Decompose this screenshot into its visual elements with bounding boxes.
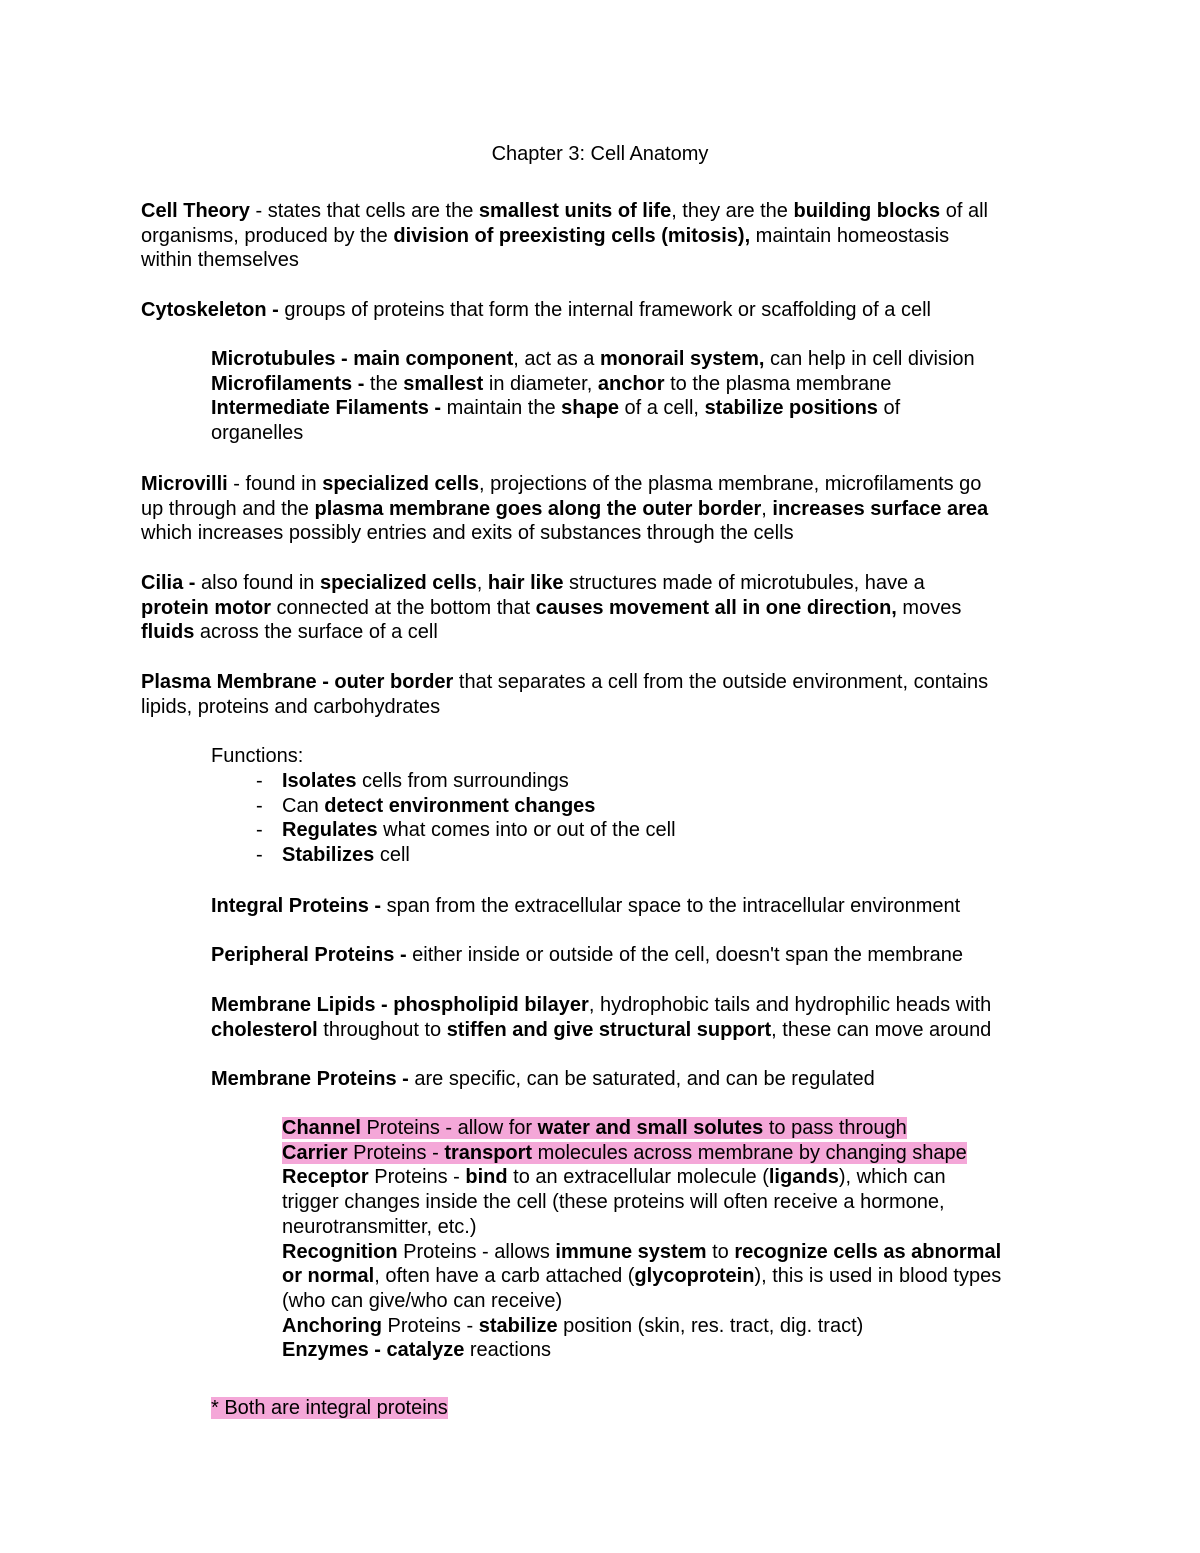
highlight: [282, 1117, 907, 1139]
text: cell: [374, 844, 410, 867]
text: ,: [761, 497, 773, 520]
intermediate-term: Intermediate Filaments -: [211, 397, 447, 420]
text: reactions: [464, 1339, 552, 1362]
bold-text: specialized cells: [322, 473, 479, 495]
bold-text: stiffen and give structural support: [446, 1018, 772, 1041]
peripheral-line: [211, 943, 1071, 968]
list-item: [211, 818, 676, 843]
bold-text: outer border: [334, 671, 454, 693]
text: Proteins - allow for: [360, 1117, 538, 1139]
microvilli-line-2: [141, 497, 1071, 522]
recognition-line-3: (who can give/who can receive): [282, 1289, 563, 1312]
enzymes-line: [282, 1338, 1072, 1363]
text: ), this is used in blood types: [754, 1265, 1002, 1288]
bold-text: fluids: [141, 621, 195, 644]
microvilli-paragraph: [141, 472, 1071, 546]
text: , act as a: [513, 348, 600, 370]
text: ), which can: [838, 1166, 946, 1189]
plasma-line-1: [141, 670, 1071, 695]
bold-text: plasma membrane goes along the outer border: [314, 497, 762, 520]
bold-text: causes movement all in one direction,: [535, 596, 897, 619]
text: of: [877, 397, 901, 420]
plasma-line-2: lipids, proteins and carbohydrates: [141, 695, 441, 718]
bold-text: Stabilizes: [282, 844, 375, 867]
text: molecules across membrane by changing shape: [532, 1141, 967, 1164]
bold-text: stabilize: [478, 1314, 558, 1337]
recognition-line-1: [282, 1240, 1072, 1265]
microvilli-line-1: [141, 472, 1071, 497]
text: Proteins -: [347, 1141, 445, 1164]
lipids-line-2: [211, 1018, 1071, 1043]
bold-text: division of preexisting cells (mitosis),: [393, 224, 751, 247]
recognition-line-2: [282, 1264, 1072, 1289]
bold-text: anchor: [597, 372, 665, 395]
text: up through and the: [141, 497, 315, 520]
cytoskeleton-line: [141, 298, 1071, 323]
text: maintain homeostasis: [750, 224, 950, 247]
bold-text: ligands: [768, 1166, 839, 1189]
bold-text: Carrier: [282, 1141, 348, 1164]
cilia-term: Cilia -: [141, 572, 202, 594]
dash-bullet: -: [256, 844, 263, 867]
text: cells from surroundings: [356, 770, 569, 792]
membrane-proteins-paragraph: [211, 1067, 1071, 1092]
highlight: [282, 1142, 967, 1164]
bold-text: detect environment changes: [324, 794, 596, 817]
lipids-line-1: [211, 993, 1071, 1018]
text: Can: [282, 794, 325, 817]
text: , projections of the plasma membrane, microfilaments go: [478, 473, 982, 495]
bold-text: main component: [353, 348, 514, 370]
text: either inside or outside of the cell, doesn't span the membrane: [412, 944, 963, 966]
text: organisms, produced by the: [141, 224, 394, 247]
integral-line: [211, 894, 1071, 919]
cilia-line-3: [141, 620, 1071, 645]
bold-text: smallest units of life: [478, 200, 672, 222]
text: , these can move around: [771, 1018, 992, 1041]
bold-text: increases surface area: [772, 497, 989, 520]
text: Proteins -: [368, 1166, 466, 1189]
bold-text: Receptor: [282, 1166, 369, 1189]
bold-text: cholesterol: [211, 1018, 318, 1041]
cell-theory-line-3: within themselves: [141, 249, 299, 272]
bold-text: shape: [561, 397, 619, 420]
text: ,: [476, 572, 488, 594]
integral-term: Integral Proteins -: [211, 895, 387, 917]
text: to an extracellular molecule (: [507, 1166, 769, 1189]
carrier-line: [282, 1141, 1072, 1166]
text: , they are the: [671, 200, 794, 222]
bold-text: transport: [444, 1141, 533, 1164]
bold-text: specialized cells: [320, 572, 477, 594]
text: to: [706, 1240, 735, 1263]
cell-theory-paragraph: [141, 199, 1071, 273]
dash-bullet: -: [256, 819, 263, 842]
list-item: [211, 769, 676, 794]
bold-text: Regulates: [282, 819, 378, 842]
text: also found in: [201, 572, 320, 594]
bold-text: monorail system,: [599, 348, 765, 370]
bold-text: hair like: [487, 572, 564, 594]
bold-text: stabilize positions: [704, 397, 878, 420]
cell-theory-line-2: [141, 224, 1071, 249]
text: are specific, can be saturated, and can be regulated: [414, 1068, 875, 1090]
text: structures made of microtubules, have a: [563, 572, 925, 594]
bold-text: or normal: [282, 1265, 375, 1288]
text: - states that cells are the: [249, 200, 479, 222]
peripheral-proteins-paragraph: [211, 943, 1071, 968]
channel-line: [282, 1116, 1072, 1141]
text: the: [369, 372, 404, 395]
dash-bullet: -: [256, 770, 263, 792]
bold-text: protein motor: [141, 596, 271, 619]
bold-text: Isolates: [282, 770, 357, 792]
bold-text: glycoprotein: [634, 1265, 755, 1288]
intermediate-line-2: organelles: [211, 422, 304, 445]
text: position (skin, res. tract, dig. tract): [557, 1314, 864, 1337]
highlighted-note: * Both are integral proteins: [211, 1397, 448, 1419]
proteins-line: [211, 1067, 1071, 1092]
text: maintain the: [446, 397, 562, 420]
protein-types: [282, 1116, 1072, 1363]
note-paragraph: [211, 1396, 1071, 1421]
list-item: [211, 843, 676, 868]
integral-proteins-paragraph: [211, 894, 1071, 919]
peripheral-term: Peripheral Proteins -: [211, 944, 413, 966]
proteins-term: Membrane Proteins -: [211, 1068, 415, 1090]
bold-text: Channel: [282, 1117, 361, 1139]
bold-text: phospholipid bilayer: [393, 994, 589, 1016]
bold-text: Recognition: [282, 1240, 398, 1263]
functions-list: [211, 769, 676, 868]
text: of all: [940, 200, 988, 222]
bold-text: water and small solutes: [537, 1117, 764, 1139]
text: of a cell,: [618, 397, 705, 420]
cell-theory-term: Cell Theory: [141, 200, 250, 222]
text: across the surface of a cell: [194, 621, 438, 644]
cytoskeleton-components: [211, 347, 1071, 446]
page-title: Chapter 3: Cell Anatomy: [491, 143, 709, 165]
microfilaments-term: Microfilaments -: [211, 372, 370, 395]
cilia-line-1: [141, 571, 1071, 596]
cilia-paragraph: [141, 571, 1071, 645]
text: that separates a cell from the outside environment, contains: [453, 671, 989, 693]
text: - found in: [227, 473, 323, 495]
bold-text: smallest: [403, 372, 484, 395]
plasma-membrane-paragraph: [141, 670, 1071, 719]
text: what comes into or out of the cell: [377, 819, 676, 842]
lipids-term: Membrane Lipids -: [211, 994, 394, 1016]
text: can help in cell division: [764, 348, 975, 370]
microvilli-term: Microvilli: [141, 473, 228, 495]
cell-theory-line-1: [141, 199, 1071, 224]
text: , often have a carb attached (: [374, 1265, 635, 1288]
text: connected at the bottom that: [271, 596, 536, 619]
bold-text: bind: [465, 1166, 508, 1189]
bold-text: catalyze: [386, 1339, 465, 1362]
text: to pass through: [763, 1117, 907, 1139]
anchoring-line: [282, 1314, 1072, 1339]
cytoskeleton-term: Cytoskeleton -: [141, 299, 285, 321]
receptor-line-2: trigger changes inside the cell (these proteins will often receive a hormone,: [282, 1191, 945, 1214]
bold-text: Anchoring: [282, 1314, 382, 1337]
membrane-lipids-paragraph: [211, 993, 1071, 1042]
microvilli-line-3: which increases possibly entries and exits of substances through the cells: [141, 522, 794, 545]
receptor-line-3: neurotransmitter, etc.): [282, 1215, 477, 1238]
functions-heading: Functions:: [211, 745, 304, 767]
receptor-line-1: [282, 1165, 1072, 1190]
text: span from the extracellular space to the intracellular environment: [386, 895, 961, 917]
text: in diameter,: [483, 372, 598, 395]
bold-text: immune system: [555, 1240, 707, 1263]
cilia-line-2: [141, 596, 1071, 621]
plasma-membrane-term: Plasma Membrane -: [141, 671, 335, 693]
intermediate-line-1: [211, 396, 1071, 421]
text: moves: [896, 596, 962, 619]
microfilaments-line: [211, 372, 1071, 397]
text: throughout to: [317, 1018, 447, 1041]
microtubules-line: [211, 347, 1071, 372]
bold-text: recognize cells as abnormal: [734, 1240, 1002, 1263]
bold-text: building blocks: [793, 200, 941, 222]
text: , hydrophobic tails and hydrophilic heads with: [588, 994, 992, 1016]
text: Proteins - allows: [397, 1240, 556, 1263]
text: Proteins -: [382, 1314, 479, 1337]
microtubules-term: Microtubules -: [211, 348, 354, 370]
bold-text: Enzymes -: [282, 1339, 387, 1362]
list-item: [211, 794, 676, 819]
cytoskeleton-paragraph: [141, 298, 1071, 323]
text: groups of proteins that form the internal framework or scaffolding of a cell: [284, 299, 931, 321]
dash-bullet: -: [256, 794, 263, 817]
text: to the plasma membrane: [664, 372, 892, 395]
